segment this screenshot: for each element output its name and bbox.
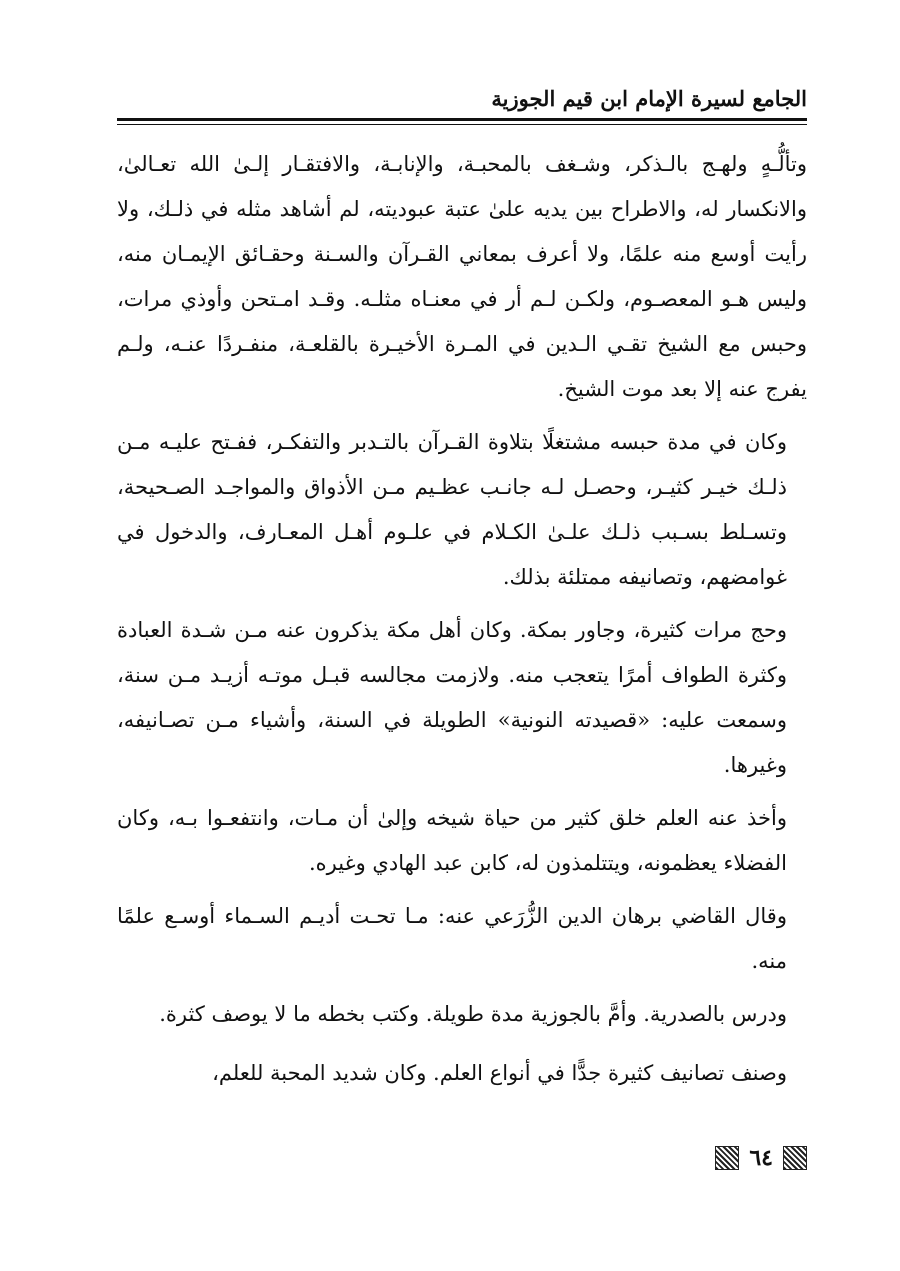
ornament-right-icon — [783, 1146, 807, 1170]
header-title: الجامع لسيرة الإمام ابن قيم الجوزية — [491, 86, 807, 111]
running-header — [117, 80, 807, 120]
ornament-left-icon — [715, 1146, 739, 1170]
paragraph: ودرس بالصدرية. وأمَّ بالجوزية مدة طويلة. وكتب بخطه ما لا يوصف كثرة. — [159, 1002, 787, 1026]
page-number: ٦٤ — [749, 1145, 773, 1171]
paragraph: وكان في مدة حبسه مشتغلًا بتلاوة القـرآن بالتـدبر والتفكـر، ففـتح عليـه مـن ذلـك خيـر كثيـر، وحصـل لـه جانـب عظـيم مـن الأذواق والمواجـد الصـحيحة، وتسـلط بسـبب ذلـك علـىٰ الكـلام في علـوم أهـل المعـارف، والدخول في غوامضهم، وتصانيفه ممتلئة بذلك. — [117, 430, 787, 589]
body-text — [117, 142, 807, 1104]
paragraph: وصنف تصانيف كثيرة جدًّا في أنواع العلم. وكان شديد المحبة للعلم، — [212, 1061, 787, 1085]
paragraph: وقال القاضي برهان الدين الزُّرَعي عنه: مـا تحـت أديـم السـماء أوسـع علمًا منه. — [117, 904, 787, 973]
page-footer — [715, 1144, 807, 1172]
header-rule-thick — [117, 118, 807, 121]
header-rule-thin — [117, 124, 807, 125]
paragraph: وحج مرات كثيرة، وجاور بمكة. وكان أهل مكة يذكرون عنه مـن شـدة العبادة وكثرة الطواف أمرًا يتعجب منه. ولازمت مجالسه قبـل موتـه أزيـد مـن سنة، وسمعت عليه: «قصيدته النونية» الطويلة في السنة، وأشياء مـن تصـانيفه، وغيرها. — [117, 618, 787, 777]
paragraph: وتألُّـهٍ ولهـج بالـذكر، وشـغف بالمحبـة، والإنابـة، والافتقـار إلـىٰ الله تعـالىٰ، والانكسار له، والاطراح بين يديه علىٰ عتبة عبوديته، لم أشاهد مثله في ذلـك، ولا رأيت أوسع منه علمًا، ولا أعرف بمعاني القـرآن والسـنة وحقـائق الإيمـان منه، وليس هـو المعصـوم، ولكـن لـم أر في معنـاه مثلـه. وقـد امـتحن وأوذي مرات، وحبس مع الشيخ تقـي الـدين في المـرة الأخيـرة بالقلعـة، منفـردًا عنـه، ولـم يفرج عنه إلا بعد موت الشيخ. — [117, 152, 807, 401]
paragraph: وأخذ عنه العلم خلق كثير من حياة شيخه وإلىٰ أن مـات، وانتفعـوا بـه، وكان الفضلاء يعظمونه، ويتتلمذون له، كابن عبد الهادي وغيره. — [117, 806, 787, 875]
book-page — [117, 80, 807, 1200]
